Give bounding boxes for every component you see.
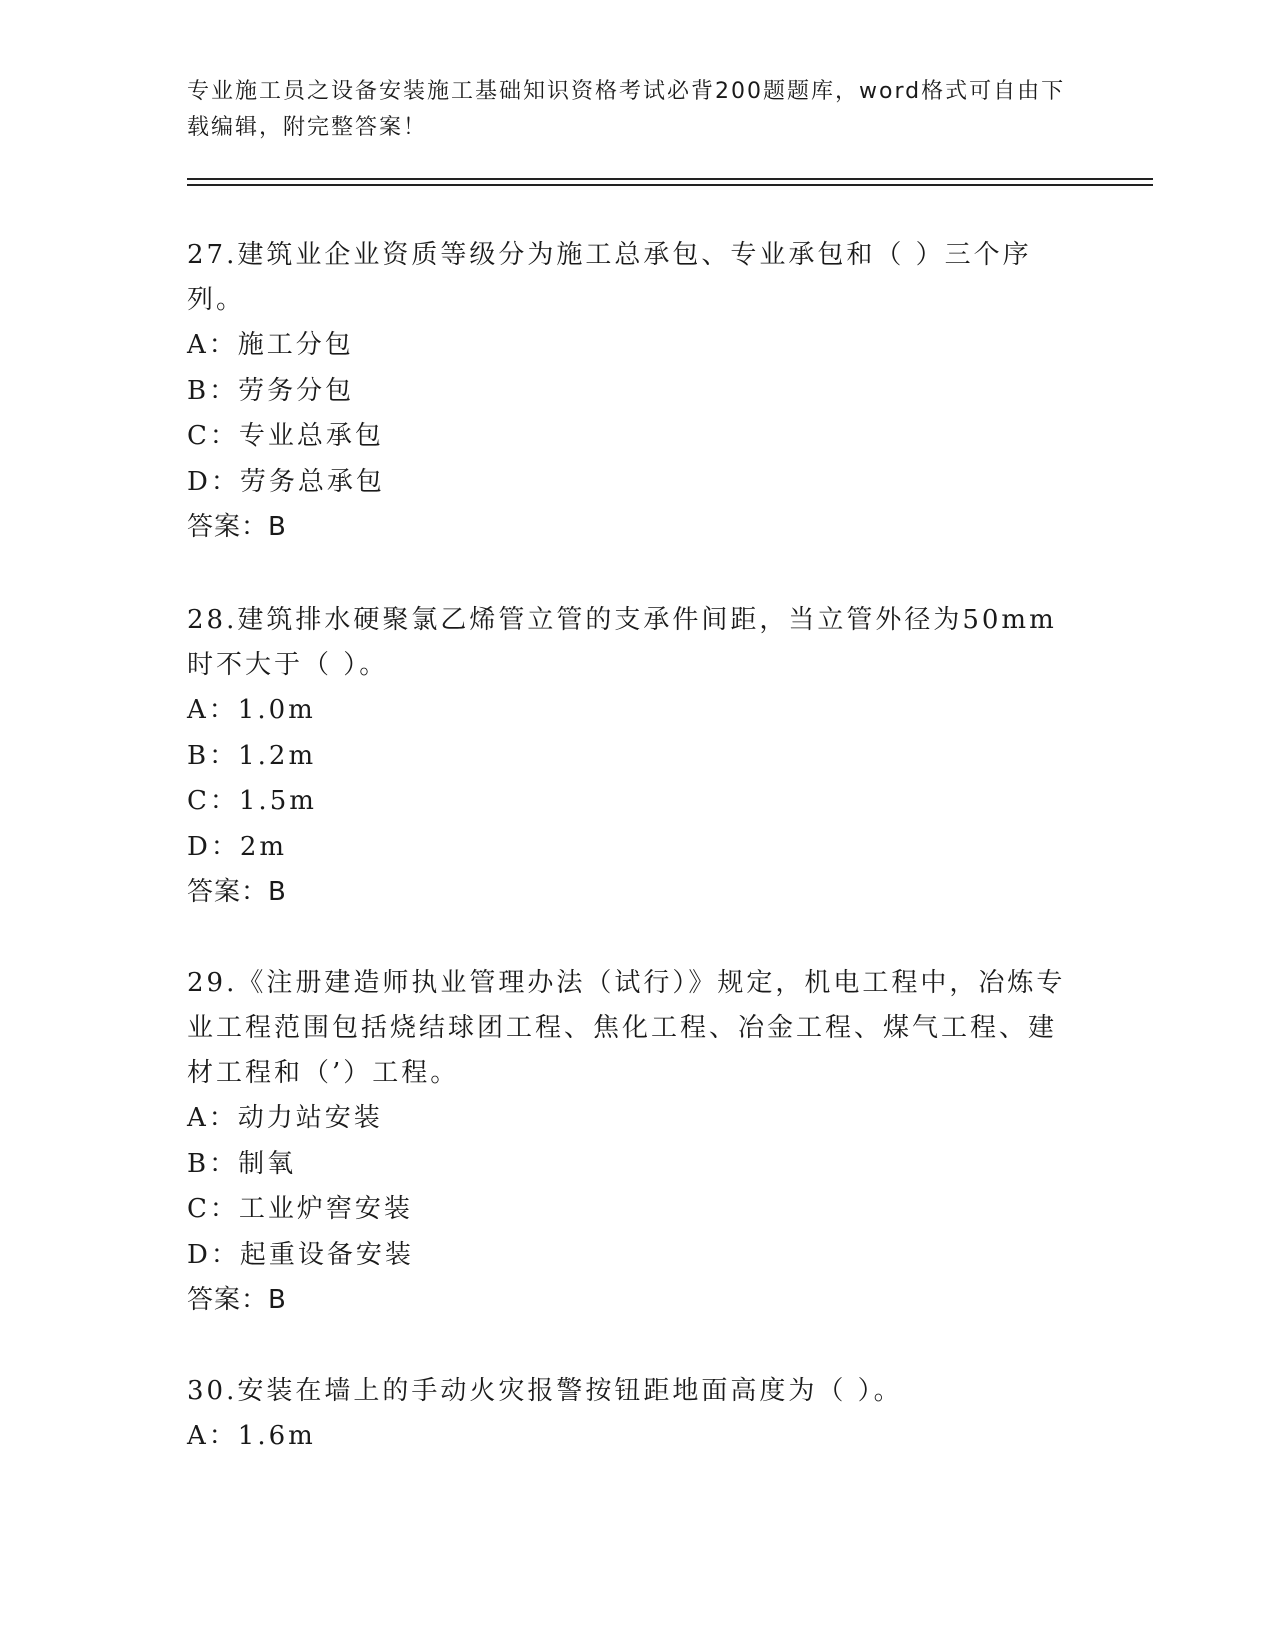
option-c: C：1.5m [187, 786, 317, 816]
option-a: A：1.6m [187, 1421, 316, 1451]
option-a: A：动力站安装 [187, 1103, 383, 1133]
option-d: D：2m [187, 831, 288, 862]
question-text: 28.建筑排水硬聚氯乙烯管立管的支承件间距，当立管外径为50mm时不大于（ ）。 [187, 605, 1057, 680]
question-30 [187, 1369, 1067, 1460]
option-c: C：工业炉窖安装 [187, 1194, 413, 1224]
document-header: 专业施工员之设备安装施工基础知识资格考试必背200题题库，word格式可自由下载编辑，附完整答案！ [187, 79, 1066, 140]
option-d: D：劳务总承包 [187, 466, 385, 497]
option-b: B：制氧 [187, 1148, 297, 1179]
answer: 答案：B [187, 512, 287, 542]
question-text: 27.建筑业企业资质等级分为施工总承包、专业承包和（ ）三个序列。 [187, 240, 1032, 315]
question-29 [187, 961, 1067, 1323]
option-b: B：劳务分包 [187, 375, 355, 406]
question-text: 29.《注册建造师执业管理办法（试行）》规定，机电工程中，冶炼专业工程范围包括烧结球团工程、焦化工程、冶金工程、煤气工程、建材工程和（’）工程。 [187, 968, 1066, 1088]
question-28 [187, 598, 1067, 915]
option-d: D：起重设备安装 [187, 1239, 414, 1270]
option-a: A：1.0m [187, 695, 316, 725]
header-divider-bottom [187, 184, 1153, 186]
option-a: A：施工分包 [187, 330, 354, 360]
option-c: C：专业总承包 [187, 421, 384, 451]
answer: 答案：B [187, 877, 287, 907]
question-27 [187, 233, 1067, 550]
question-text: 30.安装在墙上的手动火灾报警按钮距地面高度为（ ）。 [187, 1376, 903, 1406]
answer: 答案：B [187, 1285, 287, 1315]
header-divider-top [187, 178, 1153, 180]
option-b: B：1.2m [187, 740, 317, 771]
